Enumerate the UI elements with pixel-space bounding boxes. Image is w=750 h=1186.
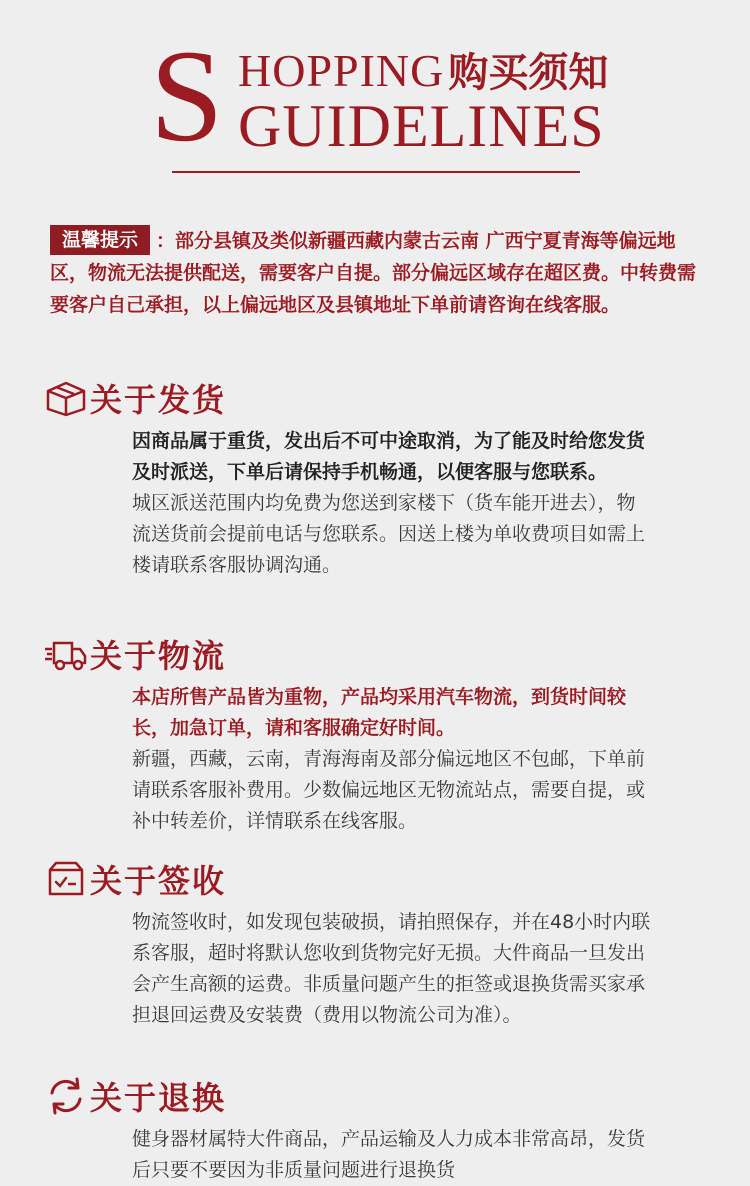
- section-title: 关于签收: [90, 862, 227, 900]
- title-cn: 购买须知: [448, 50, 609, 96]
- box-icon: [44, 378, 88, 418]
- title-line-1: [238, 46, 608, 98]
- title-line-2: GUIDELINES: [238, 93, 605, 159]
- section-paragraph: 城区派送范围内均免费为您送到家楼下（货车能开进去），物流送货前会提前电话与您联系。因送上楼为单收费项目如需上楼请联系客服协调沟通。: [132, 492, 646, 576]
- section-paragraph: 新疆，西藏，云南，青海海南及部分偏远地区不包邮，下单前请联系客服补费用。少数偏远地区无物流站点，需要自提，或补中转差价，详情联系在线客服。: [132, 748, 646, 832]
- section-title: 关于发货: [90, 381, 227, 419]
- section-header: [44, 857, 704, 901]
- section-paragraph: 本店所售产品皆为重物，产品均采用汽车物流，到货时间较长，加急订单，请和客服确定好时间。: [132, 686, 627, 739]
- notice-text: ：部分县镇及类似新疆西藏内蒙古云南 广西宁夏青海等偏远地区，物流无法提供配送，需要客户自提。部分偏远区域存在超区费。中转费需要客户自己承担，以上偏远地区及县镇地址下单前请咨询在线客服。: [50, 230, 697, 316]
- notice-content: [50, 225, 700, 321]
- section-logistics: [44, 632, 704, 837]
- section-header: [44, 1074, 704, 1118]
- section-paragraph: 健身器材属特大件商品，产品运输及人力成本非常高昂，发货后只要不要因为非质量问题进行退换货: [132, 1128, 646, 1181]
- section-header: [44, 632, 704, 676]
- section-paragraph: 物流签收时，如发现包装破损，请拍照保存，并在48小时内联系客服，超时将默认您收到货物完好无损。大件商品一旦发出会产生高额的运费。非质量问题产生的拒签或退换货需买家承担退回运费及安装费（费用以物流公司为准）。: [132, 911, 651, 1026]
- notice-block: [50, 225, 700, 321]
- notice-tag: 温馨提示: [50, 225, 150, 255]
- title-initial: S: [150, 22, 224, 169]
- refresh-icon: [44, 1076, 88, 1116]
- truck-icon: [44, 634, 88, 674]
- section-shipping: [44, 376, 704, 581]
- title-divider: [172, 171, 580, 173]
- section-returns: [44, 1074, 704, 1186]
- section-header: [44, 376, 704, 420]
- page-header: [0, 0, 750, 190]
- sign-box-icon: [44, 859, 88, 899]
- section-title: 关于物流: [90, 637, 227, 675]
- section-receipt: [44, 857, 704, 1031]
- section-title: 关于退换: [90, 1079, 227, 1117]
- section-paragraph: 因商品属于重货，发出后不可中途取消，为了能及时给您发货及时派送，下单后请保持手机畅通，以便客服与您联系。: [132, 430, 646, 483]
- title-en-part: HOPPING: [238, 45, 445, 96]
